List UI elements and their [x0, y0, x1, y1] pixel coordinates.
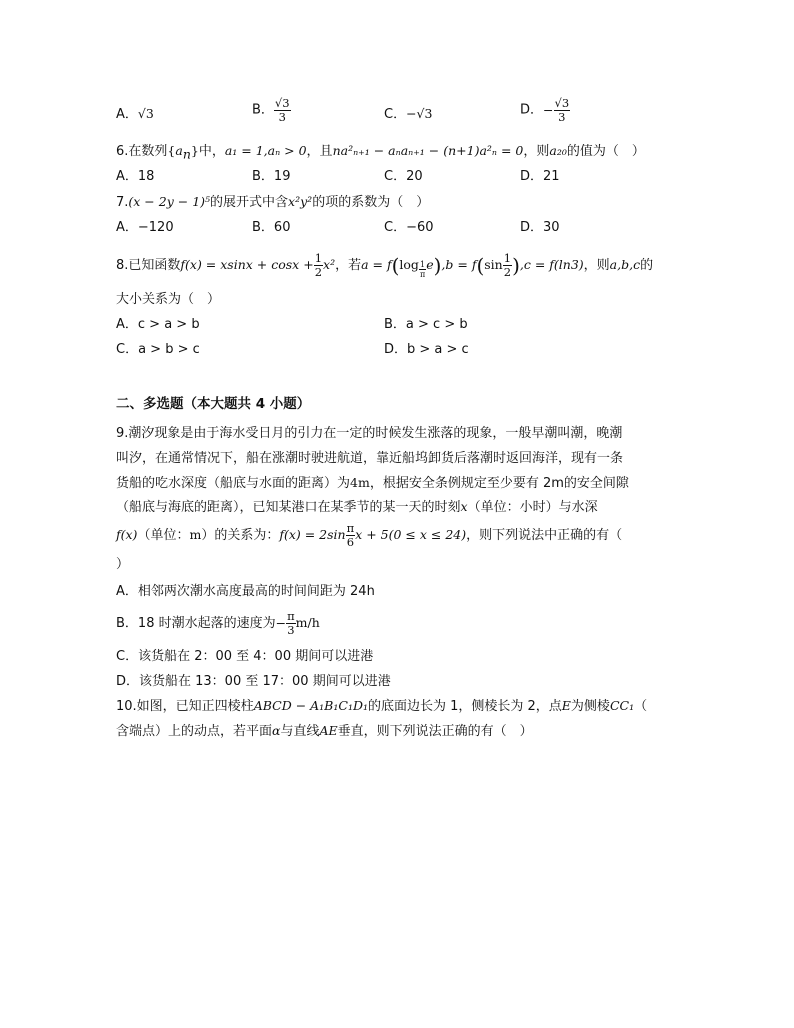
q10-point-e: E	[561, 698, 571, 713]
q8-stem-mid: ，若	[335, 258, 362, 273]
q9-option-b-num: π	[287, 609, 295, 623]
q8-log-base-den: π	[419, 270, 426, 279]
q9-equation-tail: x + 5(0 ≤ x ≤ 24)	[355, 527, 467, 542]
q8-option-d: D．b > a > c	[384, 342, 469, 357]
q6-recurrence: na²ₙ₊₁ − aₙaₙ₊₁ − (n+1)a²ₙ = 0	[332, 143, 524, 158]
q7-stem-prefix: 7.	[116, 195, 129, 210]
q9-line5-a: （单位：	[137, 528, 190, 543]
q5-option-b-label: B．	[252, 102, 274, 118]
q9-line3-a: 货船的吃水深度（船底与水面的距离）为	[116, 476, 351, 491]
q8-sin-num: 1	[503, 251, 512, 265]
q7-stem-mid: 的展开式中含	[210, 195, 289, 210]
q5-option-b	[252, 97, 291, 124]
q8-sin-den: 2	[503, 265, 512, 279]
q9-option-a: A．相邻两次潮水高度最高的时间间距为 24h	[116, 584, 375, 599]
q10-line1-c: 为侧棱	[570, 699, 610, 714]
q7-option-d: D．30	[520, 220, 560, 235]
q9-line2: 叫汐，在通常情况下，船在涨潮时驶进航道，靠近船坞卸货后落潮时返回海洋，现有一条	[116, 451, 624, 466]
q8-function-tail: x²	[323, 257, 336, 272]
q8-sin: sin	[484, 257, 503, 272]
q6-stem-mid2: ，且	[306, 144, 333, 159]
q8-stem: 8.已知函数f(x) = xsinx + cosx + $\frac{1}{2}$ x²，若a = f(log $\frac{1}{\pi}$ e),b = f(sin $\frac{1}{2}$ ),c = f(ln3)，则a,b,c的	[116, 251, 654, 279]
q5-option-d-numerator: √3	[554, 96, 570, 110]
q6-stem-mid3: ，则	[523, 144, 550, 159]
q6-stem-suffix: 的值为（ ）	[566, 144, 645, 159]
q5-option-d-label: D．	[520, 102, 544, 118]
q9-line4	[116, 499, 598, 516]
q5-option-c	[384, 106, 432, 123]
q6-option-c: C．20	[384, 169, 423, 184]
q6-option-a: A．18	[116, 169, 155, 184]
q10-line1	[116, 698, 647, 715]
q8-function: f(x) = xsinx + cosx +	[180, 257, 314, 272]
q9-f-of-x: f(x)	[116, 527, 138, 542]
q6-option-d: D．21	[520, 169, 560, 184]
q9-pi-fraction	[346, 522, 356, 549]
q8-option-a: A．c > a > b	[116, 317, 200, 332]
q5-option-c-value: −√3	[406, 106, 433, 121]
q6-stem: 6.在数列$\{a_n\}$中，a₁ = 1,aₙ > 0，且na²ₙ₊₁ − aₙaₙ₊₁ − (n+1)a²ₙ = 0，则a₂₀的值为（ ）	[116, 143, 645, 162]
q8-half-fraction	[314, 252, 323, 279]
q7-option-a: A．−120	[116, 220, 174, 235]
q10-line-ae: AE	[319, 723, 338, 738]
q9-option-b: B．18 时潮水起落的速度为− $\frac{\pi}{3}$ m/h	[116, 609, 320, 637]
q9-line6: ）	[116, 557, 130, 572]
q9-option-d: D．该货船在 13：00 至 17：00 期间可以进港	[116, 674, 391, 689]
q9-option-b-unit: m/h	[295, 615, 320, 630]
q5-option-d-denominator: 3	[558, 110, 566, 124]
q6-stem-prefix: 6.在数列	[116, 144, 168, 159]
q8-log-e: e	[426, 257, 434, 272]
q8-c-definition: ,c = f(ln3)	[519, 257, 584, 272]
q8-log: log	[399, 257, 419, 272]
q5-option-d-fraction	[554, 97, 571, 124]
q7-stem-suffix: 的项的系数为（ ）	[312, 195, 430, 210]
q7-term: x²y²	[288, 194, 313, 209]
q6-option-b: B．19	[252, 169, 291, 184]
q5-option-a-label: A．	[116, 107, 138, 122]
q8-half-num: 1	[314, 251, 323, 265]
q10-line1-a: 10.如图，已知正四棱柱	[116, 699, 254, 714]
q8-a-definition: a = f	[361, 257, 392, 272]
q9-line4-b: （单位：小时）与水深	[467, 500, 598, 515]
q10-line2-b: 与直线	[280, 724, 320, 739]
q7-stem	[116, 194, 429, 211]
q5-option-a-value: √3	[137, 106, 154, 121]
q9-line5-c: ，则下列说法中正确的有（	[466, 528, 623, 543]
q6-target: a₂₀	[549, 143, 567, 158]
q5-option-b-numerator: √3	[274, 96, 290, 110]
q9-pi-num: π	[346, 521, 355, 535]
q8-log-base-num: 1	[420, 260, 426, 269]
q10-line1-b: 的底面边长为 1，侧棱长为 2，点	[367, 699, 562, 714]
q10-line1-d: （	[634, 699, 648, 714]
q8-sin-fraction	[503, 252, 512, 279]
q9-line3	[116, 475, 629, 492]
q7-option-c: C．−60	[384, 220, 434, 235]
q7-option-b: B．60	[252, 220, 291, 235]
q10-line2-a: 含端点）上的动点，若平面	[116, 724, 273, 739]
q9-line5-b: ）的关系为：	[201, 528, 280, 543]
q8-stem-prefix: 8.已知函数	[116, 258, 181, 273]
q5-option-b-denominator: 3	[278, 110, 286, 124]
q8-option-c: C．a > b > c	[116, 342, 200, 357]
q10-line2-c: 垂直，则下列说法正确的有（ ）	[337, 724, 533, 739]
q9-option-c: C．该货船在 2：00 至 4：00 期间可以进港	[116, 649, 374, 664]
q9-draft-depth: 4m	[350, 475, 370, 490]
q10-edge: CC₁	[609, 698, 635, 713]
q8-stem-line2: 大小关系为（ ）	[116, 292, 221, 307]
q8-stem-end: 的	[640, 258, 654, 273]
q9-line4-a: （船底与海底的距离），已知某港口在某季节的某一天的时刻	[116, 500, 461, 515]
q9-var-x: x	[460, 499, 468, 514]
q8-abc: a,b,c	[609, 257, 641, 272]
q9-line5	[116, 520, 622, 551]
q9-option-b-text: B．18 时潮水起落的速度为	[116, 616, 276, 631]
q5-option-b-fraction	[274, 97, 291, 124]
q9-unit-m: m	[189, 527, 202, 542]
section-title: 二、多选题（本大题共 4 小题）	[116, 396, 311, 412]
q6-condition: a₁ = 1,aₙ > 0	[224, 143, 307, 158]
q8-option-b: B．a > c > b	[384, 317, 468, 332]
q8-half-den: 2	[314, 265, 323, 279]
q10-prism: ABCD − A₁B₁C₁D₁	[253, 698, 368, 713]
q6-stem-mid1: 中，	[198, 144, 225, 159]
q10-line2	[116, 723, 533, 740]
q9-equation: f(x) = 2sin	[279, 527, 346, 542]
q7-expression: (x − 2y − 1)⁵	[128, 194, 211, 209]
q9-line1: 9.潮汐现象是由于海水受日月的引力在一定的时候发生涨落的现象，一般早潮叫潮，晚潮	[116, 426, 623, 441]
q8-stem-tail: ，则	[583, 258, 610, 273]
q5-option-a	[116, 106, 154, 123]
q5-option-d: D．− $\frac{√3}{3}$	[520, 96, 570, 124]
q9-line3-b: ，根据安全条例规定至少要有 2m的安全间隙	[369, 476, 629, 491]
q9-pi-den: 6	[346, 535, 355, 549]
q5-option-c-label: C．	[384, 107, 407, 122]
q9-option-b-fraction	[286, 610, 296, 637]
q8-b-definition: ,b = f	[441, 257, 477, 272]
q10-alpha: α	[272, 723, 281, 738]
q9-option-b-den: 3	[287, 623, 295, 637]
